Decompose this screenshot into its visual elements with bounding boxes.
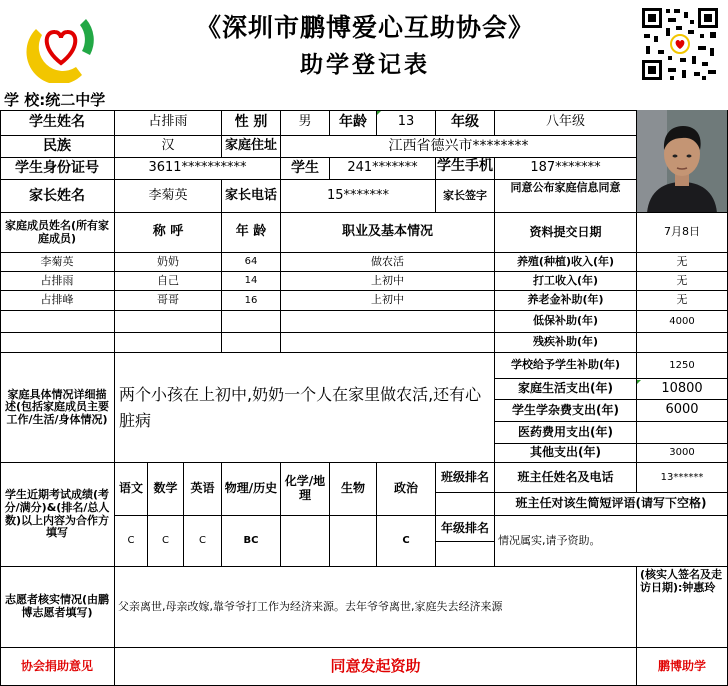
subject-header: 英语: [184, 463, 222, 516]
student-name-label: 学生姓名: [0, 110, 115, 136]
finance-label: 资料提交日期: [495, 213, 637, 253]
comment-label: 班主任对该生简短评语(请写下空格): [495, 493, 728, 516]
school-label: 学 校:: [4, 91, 46, 109]
empty-cell: [281, 311, 495, 333]
school-line: [4, 89, 105, 110]
teacher-phone: 13******: [637, 463, 728, 493]
job-header: 职业及基本情况: [281, 213, 495, 253]
subject-score: [281, 516, 330, 567]
donation-opinion-label: 协会捐助意见: [0, 648, 115, 686]
subject-header: 语文: [115, 463, 148, 516]
empty-cell: [222, 333, 281, 353]
ethnicity-value: 汉: [115, 136, 222, 158]
finance-value: 无: [637, 272, 728, 291]
grade-value: 八年级: [495, 110, 637, 136]
finance-label: 医药费用支出(年): [495, 422, 637, 444]
qr-code-icon: [640, 6, 720, 82]
ethnicity-label: 民族: [0, 136, 115, 158]
exam-label: 学生近期考试成绩(考分/满分)&(排名/总人数)以上内容为合作方填写: [0, 463, 115, 567]
student-no-label: 学生: [281, 158, 330, 180]
cell-marker: [637, 380, 641, 384]
member-name: 李菊英: [0, 253, 115, 272]
grade-label: 年级: [436, 110, 495, 136]
finance-value: 1250: [637, 353, 728, 379]
finance-label: 家庭生活支出(年): [495, 379, 637, 400]
finance-value: [637, 333, 728, 353]
age-value: 13: [377, 110, 436, 136]
volunteer-text: 父亲离世,母亲改嫁,靠爷爷打工作为经济来源。去年爷爷离世,家庭失去经济来源: [115, 567, 637, 648]
member-age: 64: [222, 253, 281, 272]
address-label: 家庭住址: [222, 136, 281, 158]
subject-score: BC: [222, 516, 281, 567]
member-job: 上初中: [281, 291, 495, 311]
association-logo-icon: [22, 5, 100, 83]
empty-cell: [115, 333, 222, 353]
teacher-comment: 情况属实,请予资助。: [495, 516, 728, 567]
subject-header: 数学: [148, 463, 184, 516]
member-name: 占排峰: [0, 291, 115, 311]
finance-value: 4000: [637, 311, 728, 333]
volunteer-label: 志愿者核实情况(由鹏博志愿者填写): [0, 567, 115, 648]
form-subtitle: 助学登记表: [300, 51, 430, 78]
finance-value: 无: [637, 291, 728, 311]
address-value: 江西省德兴市********: [281, 136, 637, 158]
age-label: 年龄: [330, 110, 377, 136]
consent-label: 同意公布家庭信息同意: [495, 180, 637, 213]
subject-header: 化学/地理: [281, 463, 330, 516]
parent-name-value: 李菊英: [115, 180, 222, 213]
id-value: 3611**********: [115, 158, 281, 180]
age-header: 年 龄: [222, 213, 281, 253]
finance-label: 打工收入(年): [495, 272, 637, 291]
member-job: 做农活: [281, 253, 495, 272]
finance-value: [637, 422, 728, 444]
finance-label: 养殖(种植)收入(年): [495, 253, 637, 272]
member-job: 上初中: [281, 272, 495, 291]
class-rank-label: 班级排名: [436, 463, 495, 493]
parent-phone-value: 15*******: [281, 180, 436, 213]
donation-decision: 同意发起资助: [115, 648, 637, 686]
teacher-label: 班主任姓名及电话: [495, 463, 637, 493]
finance-label: 残疾补助(年): [495, 333, 637, 353]
subject-score: C: [184, 516, 222, 567]
finance-label: 学校给予学生补助(年): [495, 353, 637, 379]
subject-score: C: [115, 516, 148, 567]
parent-sign-label: 家长签字: [436, 180, 495, 213]
student-name-value: 占排雨: [115, 110, 222, 136]
verifier-signature: (核实人签名及走访日期):钟惠玲: [637, 567, 728, 648]
finance-label: 学生学杂费支出(年): [495, 400, 637, 422]
member-name: 占排雨: [0, 272, 115, 291]
relation-header: 称 呼: [115, 213, 222, 253]
subject-score: [330, 516, 377, 567]
form-header: [0, 0, 728, 88]
finance-value: 3000: [637, 444, 728, 463]
subject-header: 政治: [377, 463, 436, 516]
subject-score: C: [148, 516, 184, 567]
situation-text: 两个小孩在上初中,奶奶一个人在家里做农活,还有心脏病: [115, 353, 495, 463]
finance-value: 10800: [637, 379, 728, 400]
student-phone-label: 学生手机: [436, 158, 495, 180]
subject-header: 生物: [330, 463, 377, 516]
subject-score: C: [377, 516, 436, 567]
member-age: 16: [222, 291, 281, 311]
brand-footer: 鹏博助学: [637, 648, 728, 686]
subject-header: 物理/历史: [222, 463, 281, 516]
empty-cell: [115, 311, 222, 333]
finance-label: 低保补助(年): [495, 311, 637, 333]
finance-value: 6000: [637, 400, 728, 422]
class-rank-value: [436, 493, 495, 516]
finance-value: 7月8日: [637, 213, 728, 253]
member-relation: 自己: [115, 272, 222, 291]
finance-value: 无: [637, 253, 728, 272]
member-relation: 哥哥: [115, 291, 222, 311]
family-members-header: 家庭成员姓名(所有家庭成员): [0, 213, 115, 253]
finance-label: 养老金补助(年): [495, 291, 637, 311]
student-no-value: 241*******: [330, 158, 436, 180]
id-label: 学生身份证号: [0, 158, 115, 180]
empty-cell: [0, 311, 115, 333]
grade-rank-label: 年级排名: [436, 516, 495, 542]
photo-frame: [637, 110, 728, 213]
gender-label: 性 别: [222, 110, 281, 136]
grade-rank-value: [436, 542, 495, 567]
parent-name-label: 家长姓名: [0, 180, 115, 213]
form-title: 《深圳市鹏博爱心互助协会》: [195, 13, 534, 42]
school-value: 统二中学: [45, 91, 106, 109]
student-phone-value: 187*******: [495, 158, 637, 180]
empty-cell: [222, 311, 281, 333]
gender-value: 男: [281, 110, 330, 136]
finance-label: 其他支出(年): [495, 444, 637, 463]
member-age: 14: [222, 272, 281, 291]
member-relation: 奶奶: [115, 253, 222, 272]
empty-cell: [0, 333, 115, 353]
empty-cell: [281, 333, 495, 353]
cell-marker: [377, 111, 381, 115]
parent-phone-label: 家长电话: [222, 180, 281, 213]
situation-label: 家庭具体情况详细描述(包括家庭成员主要工作/生活/身体情况): [0, 353, 115, 463]
